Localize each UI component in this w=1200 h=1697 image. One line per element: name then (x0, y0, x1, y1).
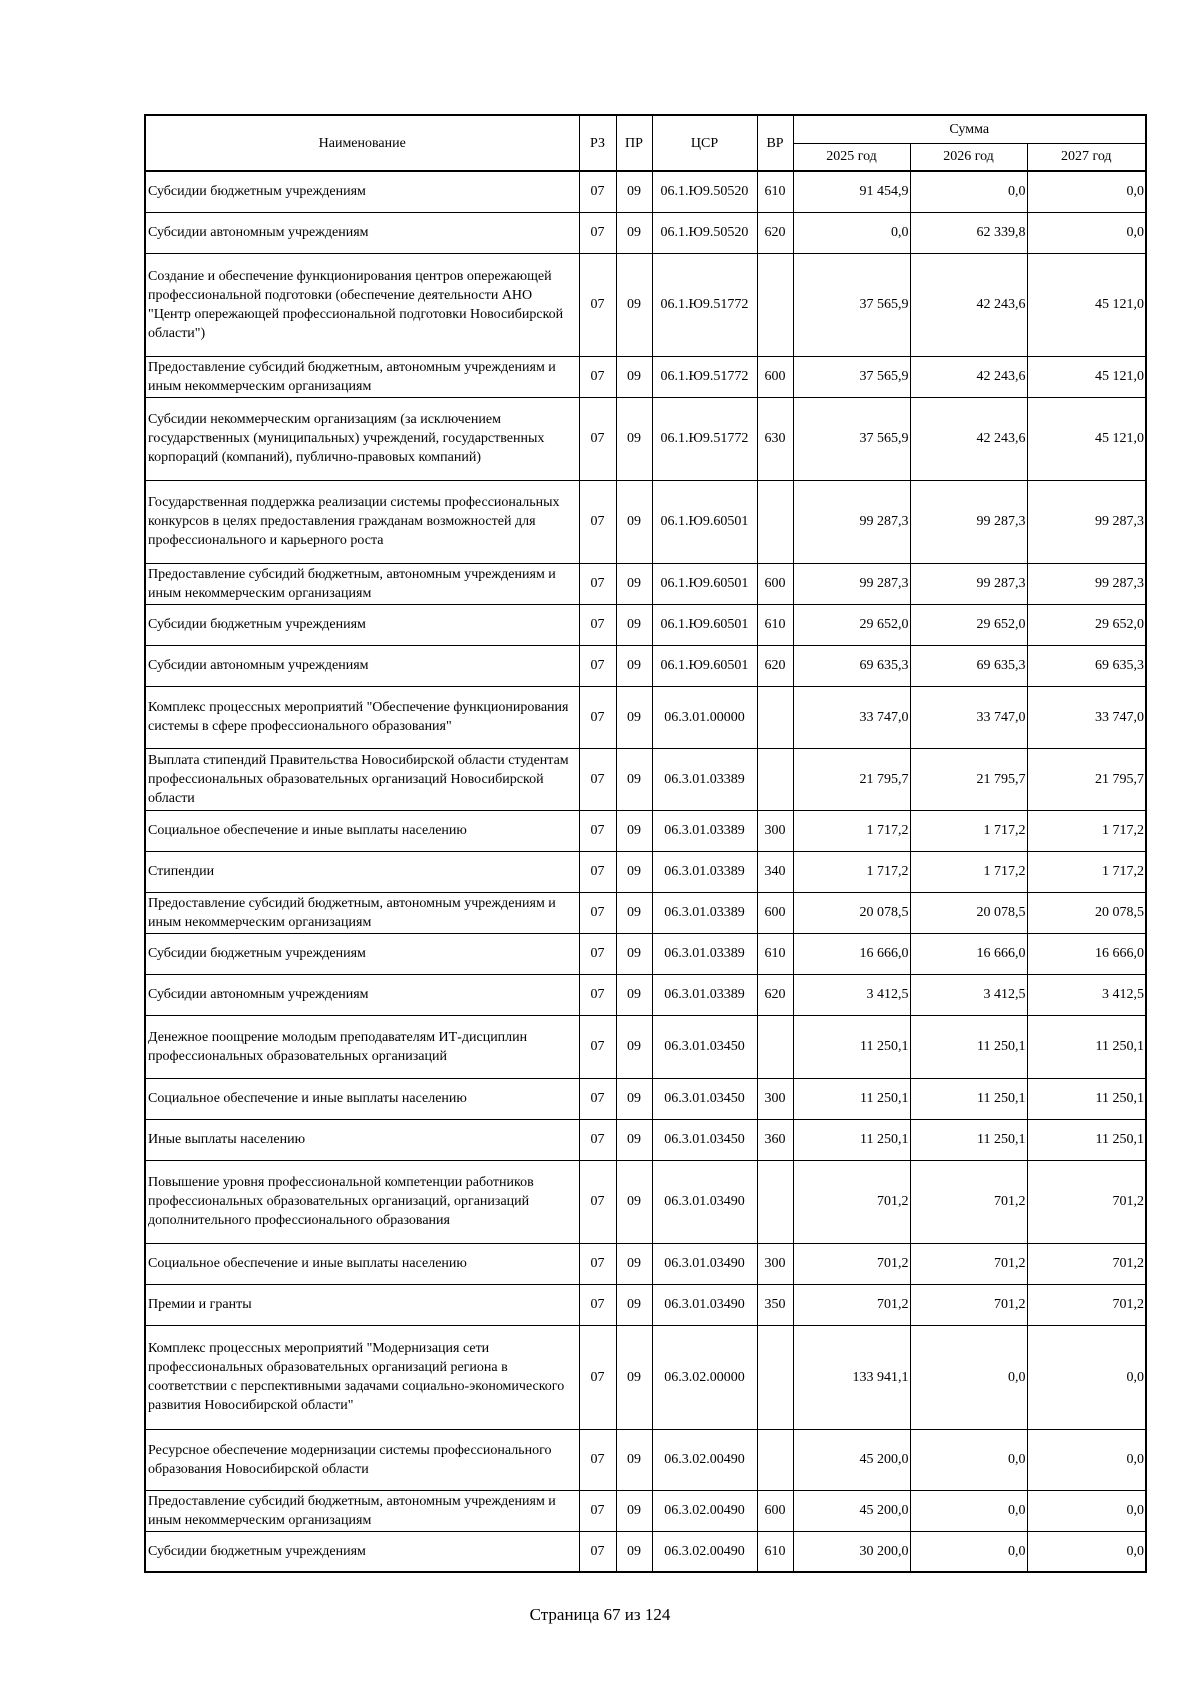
cell-v2025: 37 565,9 (793, 356, 910, 397)
cell-v2027: 11 250,1 (1027, 1119, 1146, 1160)
cell-name: Предоставление субсидий бюджетным, автономным учреждениям и иным некоммерческим организациям (145, 563, 579, 604)
cell-vr (757, 1429, 793, 1490)
cell-rz: 07 (579, 748, 616, 810)
cell-name: Субсидии бюджетным учреждениям (145, 604, 579, 645)
budget-table (144, 114, 1147, 1573)
cell-v2026: 1 717,2 (910, 851, 1027, 892)
cell-pr: 09 (616, 212, 652, 253)
cell-rz: 07 (579, 1429, 616, 1490)
cell-v2026: 21 795,7 (910, 748, 1027, 810)
cell-vr: 630 (757, 397, 793, 480)
cell-name: Выплата стипендий Правительства Новосибирской области студентам профессиональных образовательных организаций Новосибирской области (145, 748, 579, 810)
cell-name: Денежное поощрение молодым преподавателям ИТ-дисциплин профессиональных образовательных организаций (145, 1015, 579, 1078)
cell-v2027: 99 287,3 (1027, 563, 1146, 604)
cell-v2025: 21 795,7 (793, 748, 910, 810)
cell-name: Предоставление субсидий бюджетным, автономным учреждениям и иным некоммерческим организациям (145, 892, 579, 933)
cell-v2027: 1 717,2 (1027, 810, 1146, 851)
table-row (145, 1531, 1146, 1572)
page-number: Страница 67 из 124 (529, 1605, 671, 1624)
cell-v2027: 1 717,2 (1027, 851, 1146, 892)
cell-v2025: 701,2 (793, 1284, 910, 1325)
cell-v2027: 0,0 (1027, 1490, 1146, 1531)
cell-v2026: 99 287,3 (910, 480, 1027, 563)
cell-vr: 360 (757, 1119, 793, 1160)
cell-pr: 09 (616, 1015, 652, 1078)
cell-v2025: 1 717,2 (793, 810, 910, 851)
cell-rz: 07 (579, 397, 616, 480)
cell-name: Социальное обеспечение и иные выплаты населению (145, 1078, 579, 1119)
cell-v2027: 99 287,3 (1027, 480, 1146, 563)
cell-csr: 06.3.02.00490 (652, 1531, 757, 1572)
table-row (145, 171, 1146, 212)
table-row (145, 974, 1146, 1015)
cell-rz: 07 (579, 1325, 616, 1429)
cell-csr: 06.3.01.03389 (652, 810, 757, 851)
cell-v2026: 0,0 (910, 1531, 1027, 1572)
cell-name: Создание и обеспечение функционирования центров опережающей профессиональной подготовки (обеспечение деятельности АНО "Центр опережающей профессиональной подготовки Новосибирской области") (145, 253, 579, 356)
cell-rz: 07 (579, 974, 616, 1015)
cell-csr: 06.3.01.03490 (652, 1243, 757, 1284)
cell-rz: 07 (579, 851, 616, 892)
cell-name: Субсидии автономным учреждениям (145, 974, 579, 1015)
col-header-pr: ПР (616, 115, 652, 171)
col-header-sum: Сумма (793, 115, 1146, 143)
cell-name: Субсидии бюджетным учреждениям (145, 171, 579, 212)
cell-pr: 09 (616, 171, 652, 212)
cell-v2025: 3 412,5 (793, 974, 910, 1015)
cell-v2027: 16 666,0 (1027, 933, 1146, 974)
table-row (145, 851, 1146, 892)
cell-v2026: 42 243,6 (910, 253, 1027, 356)
cell-rz: 07 (579, 933, 616, 974)
cell-v2027: 0,0 (1027, 1531, 1146, 1572)
table-row (145, 356, 1146, 397)
cell-csr: 06.3.01.03490 (652, 1160, 757, 1243)
cell-csr: 06.3.01.03389 (652, 892, 757, 933)
cell-csr: 06.1.Ю9.51772 (652, 397, 757, 480)
table-row (145, 253, 1146, 356)
cell-v2027: 701,2 (1027, 1160, 1146, 1243)
cell-name: Субсидии автономным учреждениям (145, 212, 579, 253)
cell-rz: 07 (579, 1078, 616, 1119)
cell-pr: 09 (616, 1284, 652, 1325)
cell-name: Стипендии (145, 851, 579, 892)
cell-v2026: 701,2 (910, 1284, 1027, 1325)
cell-csr: 06.3.01.03389 (652, 974, 757, 1015)
cell-v2027: 69 635,3 (1027, 645, 1146, 686)
cell-csr: 06.3.01.00000 (652, 686, 757, 748)
cell-csr: 06.1.Ю9.50520 (652, 212, 757, 253)
cell-pr: 09 (616, 253, 652, 356)
cell-vr (757, 1015, 793, 1078)
cell-v2025: 45 200,0 (793, 1429, 910, 1490)
cell-v2027: 0,0 (1027, 212, 1146, 253)
cell-pr: 09 (616, 397, 652, 480)
cell-pr: 09 (616, 1325, 652, 1429)
cell-v2026: 701,2 (910, 1243, 1027, 1284)
table-row (145, 645, 1146, 686)
cell-csr: 06.1.Ю9.60501 (652, 563, 757, 604)
table-row (145, 1243, 1146, 1284)
cell-v2026: 11 250,1 (910, 1015, 1027, 1078)
cell-csr: 06.3.01.03389 (652, 748, 757, 810)
cell-csr: 06.3.01.03389 (652, 933, 757, 974)
table-row (145, 212, 1146, 253)
cell-v2027: 20 078,5 (1027, 892, 1146, 933)
cell-vr (757, 686, 793, 748)
cell-rz: 07 (579, 645, 616, 686)
cell-rz: 07 (579, 1015, 616, 1078)
cell-vr: 620 (757, 974, 793, 1015)
cell-v2027: 29 652,0 (1027, 604, 1146, 645)
cell-v2027: 0,0 (1027, 171, 1146, 212)
cell-vr (757, 480, 793, 563)
cell-csr: 06.3.01.03450 (652, 1015, 757, 1078)
cell-name: Социальное обеспечение и иные выплаты населению (145, 1243, 579, 1284)
cell-v2025: 37 565,9 (793, 397, 910, 480)
cell-rz: 07 (579, 1160, 616, 1243)
cell-pr: 09 (616, 974, 652, 1015)
cell-v2027: 45 121,0 (1027, 397, 1146, 480)
cell-pr: 09 (616, 686, 652, 748)
cell-pr: 09 (616, 1160, 652, 1243)
cell-pr: 09 (616, 810, 652, 851)
table-row (145, 892, 1146, 933)
cell-rz: 07 (579, 212, 616, 253)
cell-v2026: 0,0 (910, 1429, 1027, 1490)
cell-v2027: 45 121,0 (1027, 356, 1146, 397)
col-header-csr: ЦСР (652, 115, 757, 171)
cell-name: Предоставление субсидий бюджетным, автономным учреждениям и иным некоммерческим организациям (145, 1490, 579, 1531)
cell-csr: 06.1.Ю9.60501 (652, 604, 757, 645)
cell-name: Предоставление субсидий бюджетным, автономным учреждениям и иным некоммерческим организациям (145, 356, 579, 397)
cell-vr (757, 1325, 793, 1429)
cell-vr: 620 (757, 645, 793, 686)
cell-pr: 09 (616, 1490, 652, 1531)
cell-v2026: 701,2 (910, 1160, 1027, 1243)
cell-pr: 09 (616, 748, 652, 810)
cell-v2025: 11 250,1 (793, 1015, 910, 1078)
cell-v2025: 45 200,0 (793, 1490, 910, 1531)
col-header-2025: 2025 год (793, 143, 910, 171)
cell-rz: 07 (579, 1531, 616, 1572)
cell-vr: 300 (757, 1243, 793, 1284)
cell-v2027: 11 250,1 (1027, 1078, 1146, 1119)
cell-pr: 09 (616, 645, 652, 686)
cell-name: Субсидии некоммерческим организациям (за исключением государственных (муниципальных) учреждений, государственных корпораций (компаний), публично-правовых компаний) (145, 397, 579, 480)
cell-rz: 07 (579, 563, 616, 604)
cell-rz: 07 (579, 686, 616, 748)
table-row (145, 1490, 1146, 1531)
cell-v2026: 1 717,2 (910, 810, 1027, 851)
cell-name: Повышение уровня профессиональной компетенции работников профессиональных образовательных организаций, организаций дополнительного профессионального образования (145, 1160, 579, 1243)
cell-csr: 06.3.01.03450 (652, 1078, 757, 1119)
cell-rz: 07 (579, 1119, 616, 1160)
cell-name: Комплекс процессных мероприятий "Обеспечение функционирования системы в сфере профессионального образования" (145, 686, 579, 748)
table-body (145, 171, 1146, 1572)
table-row (145, 1160, 1146, 1243)
cell-rz: 07 (579, 1284, 616, 1325)
cell-v2026: 3 412,5 (910, 974, 1027, 1015)
cell-v2027: 701,2 (1027, 1243, 1146, 1284)
cell-v2026: 69 635,3 (910, 645, 1027, 686)
cell-rz: 07 (579, 810, 616, 851)
cell-v2026: 33 747,0 (910, 686, 1027, 748)
col-header-name: Наименование (145, 115, 579, 171)
cell-name: Государственная поддержка реализации системы профессиональных конкурсов в целях предоставления гражданам возможностей для профессионального и карьерного роста (145, 480, 579, 563)
cell-csr: 06.1.Ю9.60501 (652, 480, 757, 563)
cell-vr: 340 (757, 851, 793, 892)
cell-v2025: 11 250,1 (793, 1119, 910, 1160)
cell-pr: 09 (616, 1119, 652, 1160)
cell-v2025: 99 287,3 (793, 480, 910, 563)
cell-csr: 06.3.02.00490 (652, 1429, 757, 1490)
cell-v2027: 0,0 (1027, 1429, 1146, 1490)
table-row (145, 1119, 1146, 1160)
cell-v2026: 11 250,1 (910, 1119, 1027, 1160)
cell-v2027: 45 121,0 (1027, 253, 1146, 356)
table-row (145, 1078, 1146, 1119)
col-header-vr: ВР (757, 115, 793, 171)
cell-name: Ресурсное обеспечение модернизации системы профессионального образования Новосибирской области (145, 1429, 579, 1490)
cell-vr: 600 (757, 1490, 793, 1531)
cell-v2026: 42 243,6 (910, 356, 1027, 397)
col-header-rz: РЗ (579, 115, 616, 171)
cell-csr: 06.1.Ю9.51772 (652, 356, 757, 397)
table-row (145, 1284, 1146, 1325)
cell-pr: 09 (616, 933, 652, 974)
table-row (145, 810, 1146, 851)
cell-v2026: 11 250,1 (910, 1078, 1027, 1119)
cell-csr: 06.1.Ю9.60501 (652, 645, 757, 686)
cell-csr: 06.3.01.03490 (652, 1284, 757, 1325)
cell-v2026: 29 652,0 (910, 604, 1027, 645)
cell-v2025: 37 565,9 (793, 253, 910, 356)
cell-v2025: 701,2 (793, 1160, 910, 1243)
cell-vr (757, 748, 793, 810)
cell-csr: 06.3.01.03389 (652, 851, 757, 892)
col-header-2027: 2027 год (1027, 143, 1146, 171)
cell-v2025: 1 717,2 (793, 851, 910, 892)
cell-v2027: 701,2 (1027, 1284, 1146, 1325)
cell-v2025: 91 454,9 (793, 171, 910, 212)
cell-name: Субсидии автономным учреждениям (145, 645, 579, 686)
table-row (145, 748, 1146, 810)
cell-vr (757, 1160, 793, 1243)
cell-vr: 600 (757, 356, 793, 397)
cell-name: Комплекс процессных мероприятий "Модернизация сети профессиональных образовательных организаций региона в соответствии с перспективными задачами социально-экономического развития Новосибирской области" (145, 1325, 579, 1429)
cell-name: Иные выплаты населению (145, 1119, 579, 1160)
table-row (145, 933, 1146, 974)
cell-csr: 06.1.Ю9.51772 (652, 253, 757, 356)
cell-v2025: 11 250,1 (793, 1078, 910, 1119)
table-row (145, 1015, 1146, 1078)
cell-v2025: 29 652,0 (793, 604, 910, 645)
cell-v2027: 0,0 (1027, 1325, 1146, 1429)
table-row (145, 686, 1146, 748)
cell-csr: 06.3.02.00490 (652, 1490, 757, 1531)
cell-rz: 07 (579, 253, 616, 356)
cell-rz: 07 (579, 171, 616, 212)
cell-pr: 09 (616, 892, 652, 933)
cell-vr: 600 (757, 563, 793, 604)
cell-vr: 610 (757, 604, 793, 645)
table-row (145, 604, 1146, 645)
cell-v2025: 33 747,0 (793, 686, 910, 748)
cell-v2026: 0,0 (910, 1490, 1027, 1531)
cell-v2026: 99 287,3 (910, 563, 1027, 604)
cell-pr: 09 (616, 1429, 652, 1490)
cell-v2026: 16 666,0 (910, 933, 1027, 974)
cell-vr: 350 (757, 1284, 793, 1325)
cell-v2025: 16 666,0 (793, 933, 910, 974)
cell-v2025: 30 200,0 (793, 1531, 910, 1572)
cell-vr: 610 (757, 933, 793, 974)
cell-v2027: 21 795,7 (1027, 748, 1146, 810)
table-row (145, 480, 1146, 563)
cell-rz: 07 (579, 356, 616, 397)
cell-vr: 300 (757, 1078, 793, 1119)
cell-name: Субсидии бюджетным учреждениям (145, 1531, 579, 1572)
cell-name: Премии и гранты (145, 1284, 579, 1325)
cell-v2025: 133 941,1 (793, 1325, 910, 1429)
cell-v2026: 42 243,6 (910, 397, 1027, 480)
cell-rz: 07 (579, 604, 616, 645)
cell-csr: 06.3.01.03450 (652, 1119, 757, 1160)
cell-vr: 300 (757, 810, 793, 851)
cell-v2027: 11 250,1 (1027, 1015, 1146, 1078)
cell-v2025: 0,0 (793, 212, 910, 253)
cell-v2027: 3 412,5 (1027, 974, 1146, 1015)
cell-v2025: 69 635,3 (793, 645, 910, 686)
cell-v2026: 20 078,5 (910, 892, 1027, 933)
cell-vr (757, 253, 793, 356)
table-row (145, 1325, 1146, 1429)
cell-pr: 09 (616, 1243, 652, 1284)
cell-rz: 07 (579, 892, 616, 933)
cell-name: Субсидии бюджетным учреждениям (145, 933, 579, 974)
cell-v2025: 701,2 (793, 1243, 910, 1284)
cell-rz: 07 (579, 1490, 616, 1531)
cell-vr: 610 (757, 171, 793, 212)
cell-rz: 07 (579, 480, 616, 563)
cell-pr: 09 (616, 356, 652, 397)
table-row (145, 563, 1146, 604)
cell-rz: 07 (579, 1243, 616, 1284)
cell-pr: 09 (616, 1078, 652, 1119)
cell-v2026: 62 339,8 (910, 212, 1027, 253)
col-header-2026: 2026 год (910, 143, 1027, 171)
cell-v2026: 0,0 (910, 171, 1027, 212)
cell-pr: 09 (616, 563, 652, 604)
cell-csr: 06.1.Ю9.50520 (652, 171, 757, 212)
cell-pr: 09 (616, 480, 652, 563)
cell-vr: 600 (757, 892, 793, 933)
cell-pr: 09 (616, 1531, 652, 1572)
cell-vr: 620 (757, 212, 793, 253)
cell-pr: 09 (616, 851, 652, 892)
cell-v2025: 99 287,3 (793, 563, 910, 604)
cell-pr: 09 (616, 604, 652, 645)
cell-csr: 06.3.02.00000 (652, 1325, 757, 1429)
cell-name: Социальное обеспечение и иные выплаты населению (145, 810, 579, 851)
cell-v2027: 33 747,0 (1027, 686, 1146, 748)
cell-v2025: 20 078,5 (793, 892, 910, 933)
table-row (145, 1429, 1146, 1490)
table-row (145, 397, 1146, 480)
table-header (145, 115, 1146, 171)
cell-vr: 610 (757, 1531, 793, 1572)
cell-v2026: 0,0 (910, 1325, 1027, 1429)
